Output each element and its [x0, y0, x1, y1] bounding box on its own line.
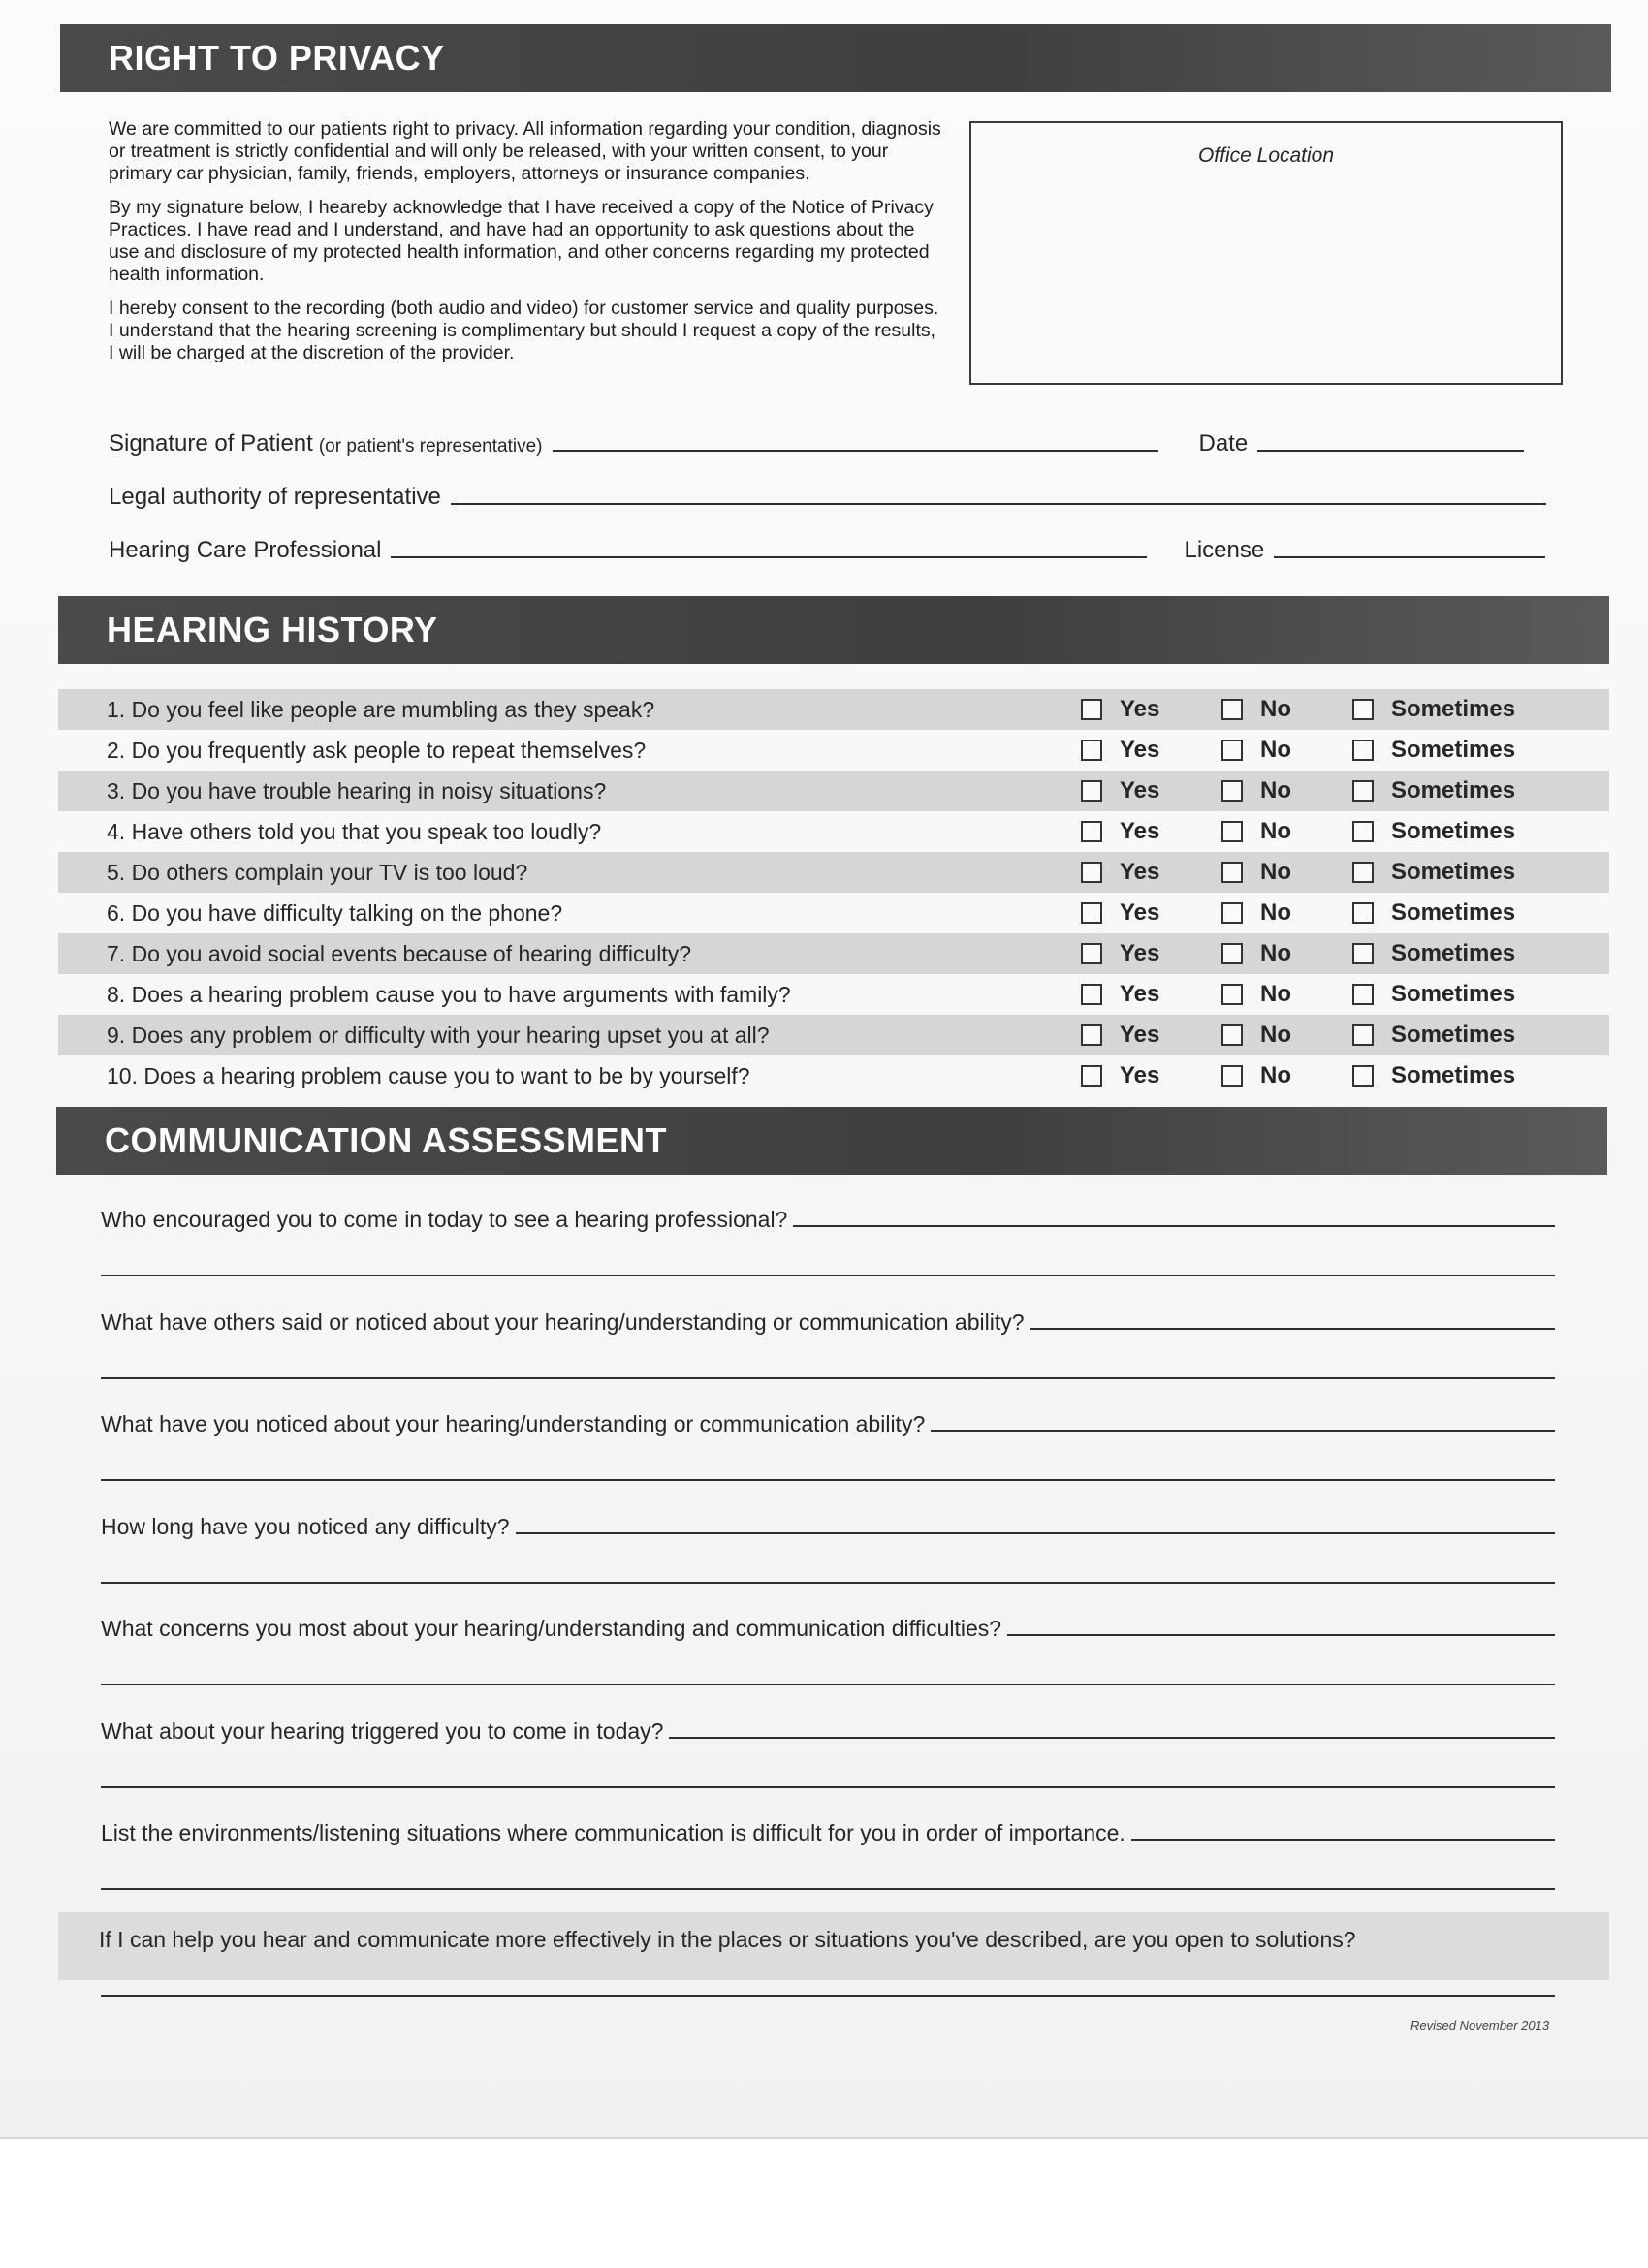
- no-label: No: [1260, 818, 1291, 844]
- no-option[interactable]: [1221, 696, 1291, 723]
- no-label: No: [1260, 1022, 1291, 1048]
- privacy-title: RIGHT TO PRIVACY: [109, 38, 445, 78]
- hearing-question-text: 4. Have others told you that you speak too loudly?: [107, 819, 602, 844]
- signature-note: (or patient's representative): [318, 436, 543, 457]
- hearing-history-title: HEARING HISTORY: [107, 610, 438, 649]
- sometimes-option[interactable]: [1352, 777, 1515, 804]
- hearing-question-text: 8. Does a hearing problem cause you to have arguments with family?: [107, 982, 791, 1007]
- hearing-question-text: 3. Do you have trouble hearing in noisy situations?: [107, 778, 607, 803]
- no-checkbox[interactable]: [1221, 740, 1243, 761]
- no-option[interactable]: [1221, 1022, 1291, 1049]
- answer-line[interactable]: [101, 1786, 1555, 1788]
- privacy-paragraph-2: By my signature below, I heareby acknowledge that I have received a copy of the Notice of Privacy Practices. I have read and I understand, and have had an opportunity to ask questions about the use and disclosure of my protected health information, and other concerns regarding my protected health information.: [109, 197, 934, 285]
- yes-checkbox[interactable]: [1081, 902, 1102, 924]
- answer-line[interactable]: [101, 1582, 1555, 1584]
- yes-label: Yes: [1120, 899, 1160, 926]
- hearing-question-row: [58, 811, 1609, 852]
- sometimes-label: Sometimes: [1391, 899, 1516, 926]
- privacy-paragraph-1: We are committed to our patients right to privacy. All information regarding your condition, diagnosis or treatment is strictly confidential and will only be released, with your written consent, to your primary car physician, family, friends, employers, attorneys or insurance companies.: [109, 118, 941, 184]
- privacy-paragraph-3: I hereby consent to the recording (both audio and video) for customer service and quality purposes. I understand that the hearing screening is complimentary but should I request a copy of the results, I will be charged at the discretion of the provider.: [109, 298, 939, 363]
- sometimes-checkbox[interactable]: [1352, 699, 1374, 720]
- sometimes-option[interactable]: [1352, 859, 1515, 886]
- date-label: Date: [1198, 430, 1249, 457]
- sometimes-checkbox[interactable]: [1352, 862, 1374, 883]
- no-checkbox[interactable]: [1221, 821, 1243, 842]
- privacy-header: [60, 24, 1611, 92]
- yes-checkbox[interactable]: [1081, 943, 1102, 964]
- yes-checkbox[interactable]: [1081, 740, 1102, 761]
- hearing-question-row: [58, 933, 1609, 974]
- hcp-label: Hearing Care Professional: [109, 537, 382, 563]
- signature-label: Signature of Patient: [109, 430, 313, 457]
- communication-question-text: Who encouraged you to come in today to see a hearing professional?: [101, 1207, 788, 1232]
- yes-checkbox[interactable]: [1081, 1024, 1102, 1046]
- yes-option[interactable]: [1081, 737, 1159, 764]
- legal-authority-line[interactable]: [451, 502, 1546, 505]
- no-checkbox[interactable]: [1221, 699, 1243, 720]
- license-label: License: [1184, 537, 1265, 563]
- answer-line[interactable]: [1007, 1634, 1555, 1636]
- hearing-question-row: [58, 771, 1609, 811]
- answer-line[interactable]: [101, 1888, 1555, 1890]
- sometimes-label: Sometimes: [1391, 859, 1516, 885]
- yes-checkbox[interactable]: [1081, 821, 1102, 842]
- sometimes-checkbox[interactable]: [1352, 1024, 1374, 1046]
- no-checkbox[interactable]: [1221, 862, 1243, 883]
- no-option[interactable]: [1221, 818, 1291, 845]
- no-checkbox[interactable]: [1221, 780, 1243, 802]
- sometimes-label: Sometimes: [1391, 737, 1516, 763]
- yes-option[interactable]: [1081, 1022, 1159, 1049]
- yes-label: Yes: [1120, 981, 1160, 1007]
- license-line[interactable]: [1274, 555, 1545, 558]
- office-location-box[interactable]: [969, 121, 1563, 385]
- yes-checkbox[interactable]: [1081, 862, 1102, 883]
- sometimes-checkbox[interactable]: [1352, 780, 1374, 802]
- sometimes-label: Sometimes: [1391, 940, 1516, 966]
- sometimes-label: Sometimes: [1391, 818, 1516, 844]
- yes-option[interactable]: [1081, 1062, 1159, 1089]
- yes-label: Yes: [1120, 737, 1160, 763]
- signature-line[interactable]: [553, 449, 1158, 452]
- hearing-question-row: [58, 893, 1609, 933]
- legal-authority-label: Legal authority of representative: [109, 484, 441, 510]
- hearing-question-row: [58, 730, 1609, 771]
- yes-option[interactable]: [1081, 777, 1159, 804]
- hearing-question-text: 6. Do you have difficulty talking on the phone?: [107, 900, 563, 926]
- hearing-question-row: [58, 1015, 1609, 1055]
- sometimes-checkbox[interactable]: [1352, 943, 1374, 964]
- page-bottom-margin: [0, 2137, 1648, 2268]
- answer-line[interactable]: [669, 1737, 1555, 1739]
- yes-label: Yes: [1120, 696, 1160, 722]
- sometimes-checkbox[interactable]: [1352, 740, 1374, 761]
- sometimes-option[interactable]: [1352, 1022, 1515, 1049]
- hcp-line[interactable]: [391, 555, 1147, 558]
- answer-line[interactable]: [931, 1430, 1555, 1432]
- hearing-question-row: [58, 689, 1609, 730]
- hearing-question-row: [58, 974, 1609, 1015]
- signature-row: [109, 426, 1563, 457]
- yes-label: Yes: [1120, 940, 1160, 966]
- yes-label: Yes: [1120, 1062, 1160, 1088]
- communication-question-row: [101, 1509, 1555, 1540]
- sometimes-label: Sometimes: [1391, 696, 1516, 722]
- no-label: No: [1260, 1062, 1291, 1088]
- communication-question-row: [101, 1815, 1555, 1846]
- legal-authority-row: [109, 480, 1563, 511]
- yes-label: Yes: [1120, 859, 1160, 885]
- yes-label: Yes: [1120, 777, 1160, 803]
- no-checkbox[interactable]: [1221, 1024, 1243, 1046]
- sometimes-option[interactable]: [1352, 696, 1515, 723]
- yes-option[interactable]: [1081, 818, 1159, 845]
- no-checkbox[interactable]: [1221, 1065, 1243, 1087]
- answer-line[interactable]: [101, 1479, 1555, 1481]
- communication-question-row: [101, 1714, 1555, 1745]
- communication-title: COMMUNICATION ASSESSMENT: [105, 1120, 668, 1160]
- hcp-row: [109, 533, 1563, 564]
- privacy-text-block: [109, 118, 942, 376]
- communication-question-text: List the environments/listening situations where communication is difficult for you in order of importance.: [101, 1820, 1125, 1845]
- yes-option[interactable]: [1081, 696, 1159, 723]
- yes-checkbox[interactable]: [1081, 984, 1102, 1005]
- communication-question-row: [101, 1305, 1555, 1336]
- communication-question-text: What about your hearing triggered you to come in today?: [101, 1717, 664, 1744]
- yes-checkbox[interactable]: [1081, 1065, 1102, 1087]
- communication-question-row: [101, 1202, 1555, 1233]
- no-option[interactable]: [1221, 1062, 1291, 1089]
- no-label: No: [1260, 859, 1291, 885]
- no-label: No: [1260, 696, 1291, 722]
- answer-line[interactable]: [1030, 1328, 1555, 1330]
- sometimes-checkbox[interactable]: [1352, 984, 1374, 1005]
- answer-line[interactable]: [101, 1275, 1555, 1276]
- final-answer-line[interactable]: [101, 1995, 1555, 1997]
- sometimes-option[interactable]: [1352, 1062, 1515, 1089]
- communication-question-row: [101, 1406, 1555, 1437]
- date-line[interactable]: [1257, 449, 1524, 452]
- communication-question-text: What concerns you most about your hearing/understanding and communication difficulties?: [101, 1616, 1002, 1641]
- yes-label: Yes: [1120, 1022, 1160, 1048]
- answer-line[interactable]: [516, 1532, 1555, 1534]
- no-label: No: [1260, 940, 1291, 966]
- answer-line[interactable]: [1131, 1839, 1555, 1841]
- sometimes-label: Sometimes: [1391, 981, 1516, 1007]
- no-option[interactable]: [1221, 899, 1291, 927]
- no-option[interactable]: [1221, 737, 1291, 764]
- no-label: No: [1260, 777, 1291, 803]
- hearing-question-row: [58, 1055, 1609, 1096]
- hearing-question-text: 7. Do you avoid social events because of hearing difficulty?: [107, 941, 692, 966]
- hearing-question-row: [58, 852, 1609, 893]
- communication-header: [56, 1107, 1607, 1175]
- sometimes-label: Sometimes: [1391, 1022, 1516, 1048]
- no-checkbox[interactable]: [1221, 943, 1243, 964]
- sometimes-option[interactable]: [1352, 981, 1515, 1008]
- answer-line[interactable]: [101, 1684, 1555, 1685]
- sometimes-option[interactable]: [1352, 940, 1515, 967]
- yes-checkbox[interactable]: [1081, 699, 1102, 720]
- hearing-question-text: 10. Does a hearing problem cause you to want to be by yourself?: [107, 1063, 750, 1088]
- sometimes-label: Sometimes: [1391, 777, 1516, 803]
- sometimes-checkbox[interactable]: [1352, 902, 1374, 924]
- yes-option[interactable]: [1081, 981, 1159, 1008]
- no-label: No: [1260, 981, 1291, 1007]
- no-option[interactable]: [1221, 777, 1291, 804]
- sometimes-checkbox[interactable]: [1352, 1065, 1374, 1087]
- no-option[interactable]: [1221, 859, 1291, 886]
- hearing-question-text: 5. Do others complain your TV is too loud?: [107, 860, 528, 885]
- hearing-question-text: 2. Do you frequently ask people to repeat themselves?: [107, 738, 647, 763]
- answer-line[interactable]: [793, 1225, 1555, 1227]
- yes-option[interactable]: [1081, 859, 1159, 886]
- sometimes-option[interactable]: [1352, 737, 1515, 764]
- communication-question-text: What have others said or noticed about your hearing/understanding or communication ability?: [101, 1308, 1025, 1335]
- no-option[interactable]: [1221, 940, 1291, 967]
- hearing-history-header: [58, 596, 1609, 664]
- no-checkbox[interactable]: [1221, 984, 1243, 1005]
- sometimes-checkbox[interactable]: [1352, 821, 1374, 842]
- office-location-label: Office Location: [1197, 144, 1335, 167]
- revised-date: Revised November 2013: [1410, 2018, 1550, 2032]
- yes-label: Yes: [1120, 818, 1160, 844]
- sometimes-label: Sometimes: [1391, 1062, 1516, 1088]
- no-label: No: [1260, 899, 1291, 926]
- no-label: No: [1260, 737, 1291, 763]
- no-option[interactable]: [1221, 981, 1291, 1008]
- hearing-question-text: 1. Do you feel like people are mumbling as they speak?: [107, 697, 655, 722]
- final-question: If I can help you hear and communicate more effectively in the places or situations you've described, are you open to solutions?: [99, 1927, 1356, 1952]
- answer-line[interactable]: [101, 1377, 1555, 1379]
- hearing-question-text: 9. Does any problem or difficulty with your hearing upset you at all?: [107, 1023, 770, 1048]
- yes-option[interactable]: [1081, 899, 1159, 927]
- communication-question-text: What have you noticed about your hearing/understanding or communication ability?: [101, 1411, 926, 1436]
- communication-question-row: [101, 1611, 1555, 1642]
- communication-question-text: How long have you noticed any difficulty?: [101, 1513, 510, 1539]
- sometimes-option[interactable]: [1352, 818, 1515, 845]
- no-checkbox[interactable]: [1221, 902, 1243, 924]
- yes-checkbox[interactable]: [1081, 780, 1102, 802]
- sometimes-option[interactable]: [1352, 899, 1515, 927]
- yes-option[interactable]: [1081, 940, 1159, 967]
